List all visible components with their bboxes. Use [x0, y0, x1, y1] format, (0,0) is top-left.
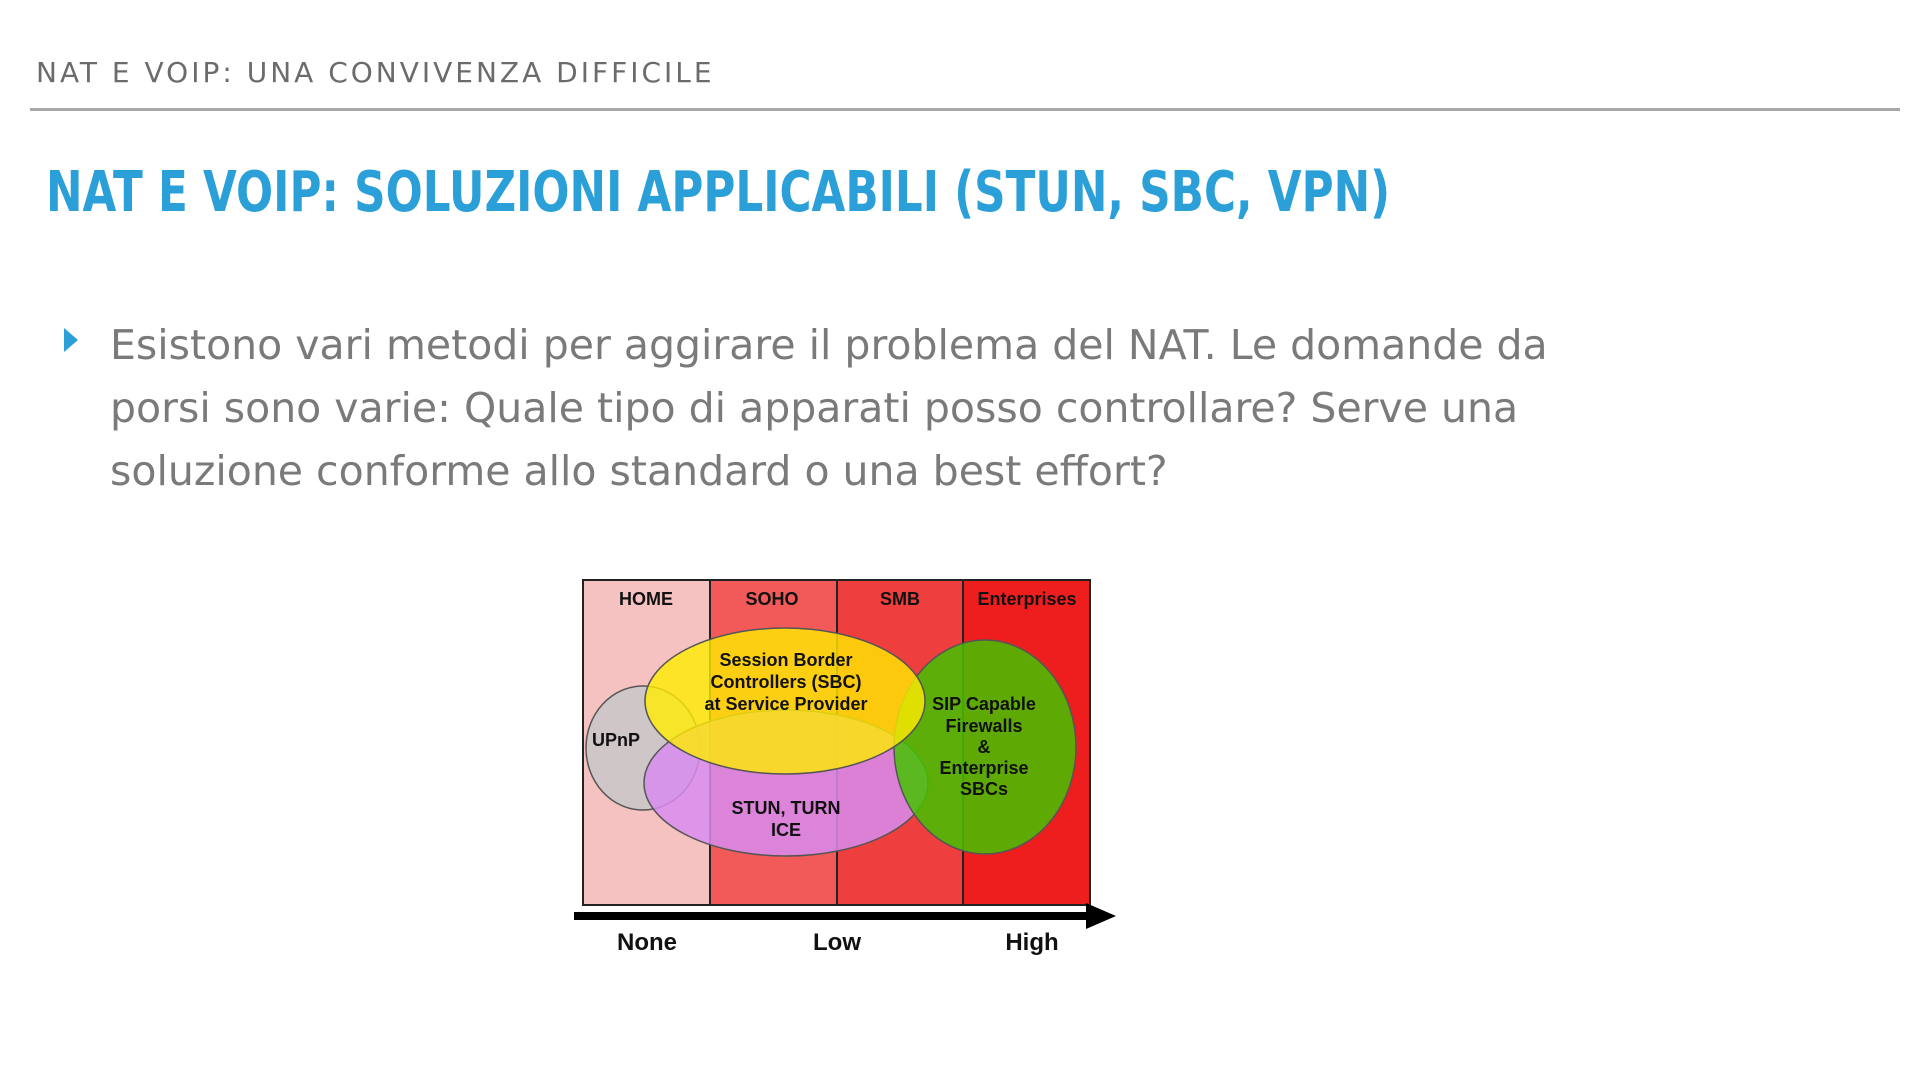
upnp-label: UPnP	[591, 730, 641, 750]
sip-label-line: SBCs	[959, 779, 1009, 799]
bullet-text: Esistono vari metodi per aggirare il problema del NAT. Le domande da porsi sono varie: Quale tipo di apparati posso controllare? Serve una soluzione conforme allo standard o una best effort?	[110, 321, 1548, 495]
slide-title: NAT E VOIP: SOLUZIONI APPLICABILI (STUN, SBC, VPN)	[46, 160, 1391, 225]
sip-label-line: &	[977, 737, 991, 757]
axis-label-high: High	[1005, 929, 1059, 956]
stun-label-line: STUN, TURN	[731, 798, 841, 818]
column-label-soho: SOHO	[745, 589, 799, 609]
bullet-item	[64, 314, 1624, 503]
header-divider	[30, 108, 1900, 111]
column-label-enterprises: Enterprises	[977, 589, 1077, 609]
sbc-label-line: at Service Provider	[704, 694, 868, 714]
column-label-smb: SMB	[880, 589, 920, 609]
column-label-home: HOME	[619, 589, 673, 609]
axis-arrowhead-icon	[1086, 903, 1116, 929]
sip-label-line: Enterprise	[939, 758, 1029, 778]
triangle-bullet-icon	[64, 328, 78, 352]
sbc-label-line: Controllers (SBC)	[710, 672, 862, 692]
section-label: NAT E VOIP: UNA CONVIVENZA DIFFICILE	[36, 56, 715, 89]
nat-solutions-diagram	[560, 570, 1260, 1040]
sip-label-line: SIP Capable	[932, 694, 1036, 714]
sip-label-line: Firewalls	[945, 716, 1023, 736]
axis-label-low: Low	[813, 929, 861, 956]
stun-label-line: ICE	[770, 820, 802, 840]
sbc-label-line: Session Border	[719, 650, 853, 670]
axis-label-none: None	[617, 929, 677, 956]
